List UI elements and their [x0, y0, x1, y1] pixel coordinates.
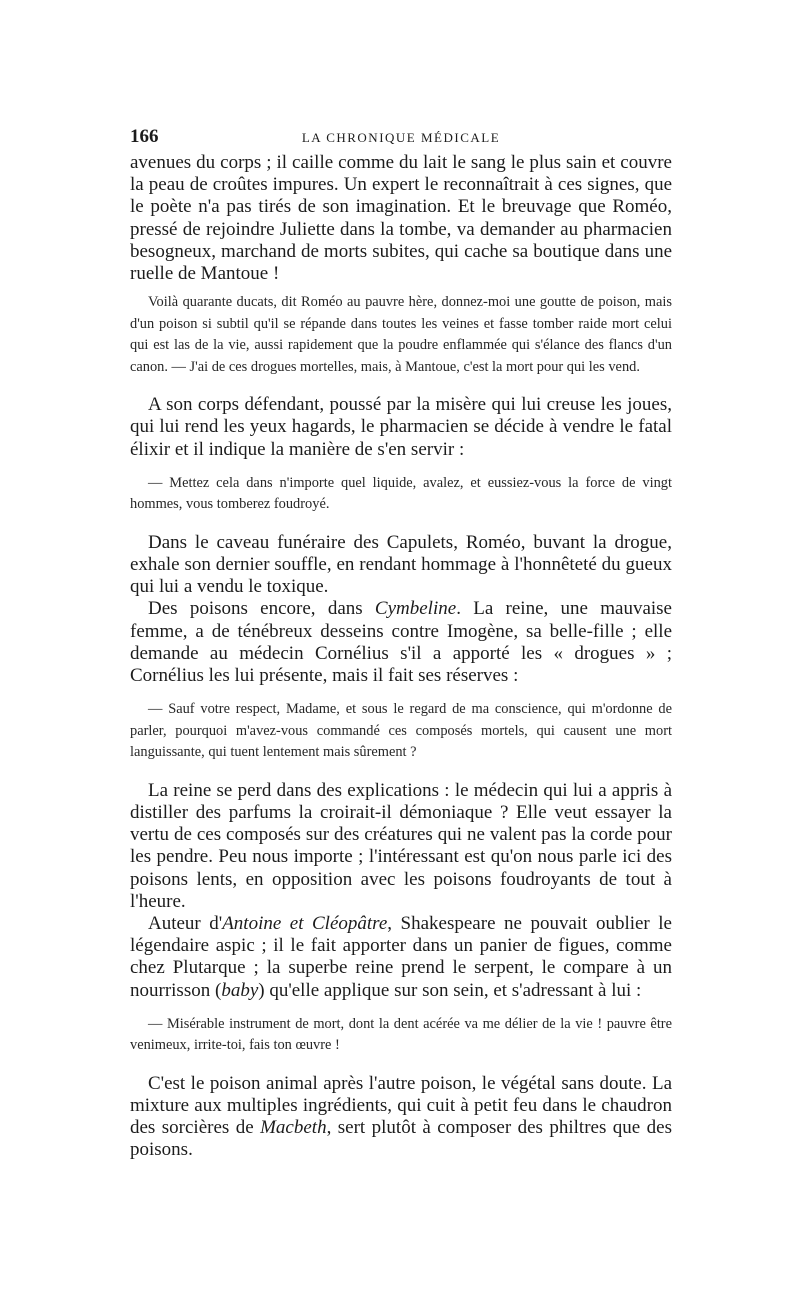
- quote-cornelius: — Sauf votre respect, Madame, et sous le regard de ma conscience, qui m'ordonne de parler, pourquoi m'avez-vous commandé ces composés mortels, qui causent une mort languissante, qui tuent lentement mais sûrement ?: [130, 701, 672, 761]
- paragraph-continuation: avenues du corps ; il caille comme du lait le sang le plus sain et couvre la peau de croûtes impures. Un expert le reconnaîtrait à ces signes, que le poète n'a pas tirés de son imagination. Et le breuvage que Roméo, pressé de rejoindre Juliette dans la tombe, va demander au pharmacien besogneux, marchand de morts subites, qui cache sa boutique dans une ruelle de Mantoue !: [130, 152, 672, 285]
- paragraph-cymbeline: Des poisons encore, dans Cymbeline. La reine, une mauvaise femme, a de ténébreux desseins contre Imogène, sa belle-fille ; elle demande au médecin Cornélius s'il a apporté les « drogues » ; Cornélius les lui présente, mais il fait ses réserves :: [130, 598, 672, 687]
- paragraph-reine: La reine se perd dans des explications : le médecin qui lui a appris à distiller des parfums la croirait-il démoniaque ? Elle veut essayer la vertu de ces composés sur des créatures qui ne valent pas la corde pour les pendre. Peu nous importe ; l'intéressant est qu'on nous parle ici des poisons lents, en opposition avec les poisons foudroyants de tout à l'heure.: [130, 779, 672, 912]
- page-number: 166: [130, 126, 159, 147]
- word-baby: baby: [221, 979, 259, 1001]
- quote-pharmacien: — Mettez cela dans n'importe quel liquide, avalez, et eussiez-vous la force de vingt hommes, vous tomberez foudroyé.: [130, 474, 672, 513]
- title-macbeth: Macbeth: [260, 1117, 327, 1139]
- title-cymbeline: Cymbeline: [374, 598, 457, 620]
- book-page: [130, 124, 672, 1162]
- page-header: [130, 124, 672, 152]
- running-title: LA CHRONIQUE MÉDICALE: [301, 130, 501, 145]
- quote-cleopatre: — Misérable instrument de mort, dont la dent acérée va me délier de la vie ! pauvre être venimeux, irrite-toi, fais ton œuvre !: [130, 1015, 672, 1054]
- paragraph-antoine: Auteur d'Antoine et Cléopâtre, Shakespeare ne pouvait oublier le légendaire aspic ; il le fait apporter dans un panier de figues, comme chez Plutarque ; la superbe reine prend le serpent, le compare à un nourrisson (baby) qu'elle applique sur son sein, et s'adressant à lui :: [130, 912, 672, 1001]
- paragraph-macbeth: C'est le poison animal après l'autre poison, le végétal sans doute. La mixture aux multiples ingrédients, qui cuit à petit feu dans le chaudron des sorcières de Macbeth, sert plutôt à composer des philtres que des poisons.: [130, 1072, 673, 1161]
- paragraph-capulets: Dans le caveau funéraire des Capulets, Roméo, buvant la drogue, exhale son dernier souffle, en rendant hommage à l'honnêteté du gueux qui lui a vendu le toxique.: [130, 531, 672, 598]
- title-antoine-cleopatre: Antoine et Cléopâtre: [222, 912, 388, 934]
- quote-romeo: Voilà quarante ducats, dit Roméo au pauvre hère, donnez-moi une goutte de poison, mais d'un poison si subtil qu'il se répande dans toutes les veines et fasse tomber raide mort celui qui est las de la vie, aussi rapidement que la poudre enflammée qui s'élance des flancs d'un canon. — J'ai de ces drogues mortelles, mais, à Mantoue, c'est la mort pour qui les vend.: [130, 294, 672, 375]
- paragraph-pharmacien: A son corps défendant, poussé par la misère qui lui creuse les joues, qui lui rend les yeux hagards, le pharmacien se décide à vendre le fatal élixir et il indique la manière de s'en servir :: [130, 394, 672, 460]
